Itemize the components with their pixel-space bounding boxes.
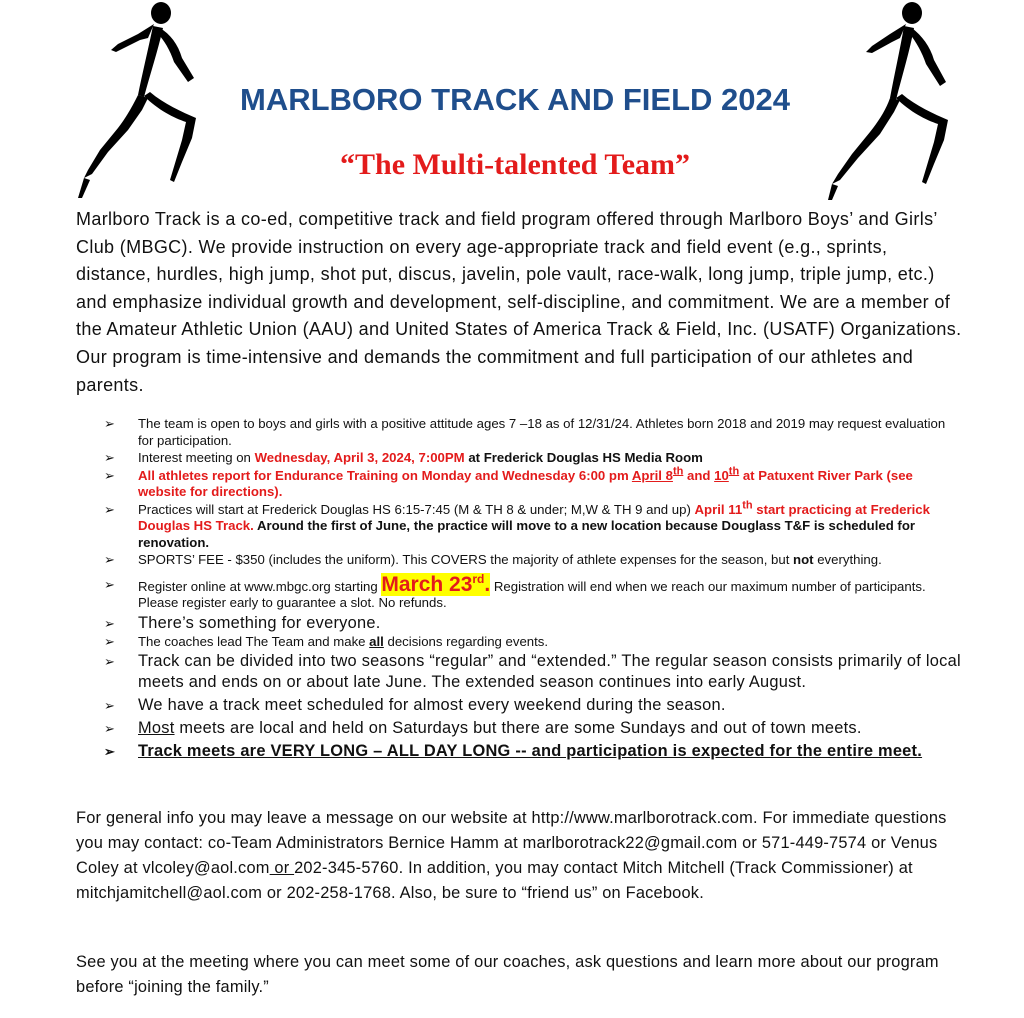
- most-meets-underlined: Most: [138, 719, 175, 737]
- arrow-bullet-icon: ➢: [104, 576, 115, 592]
- list-item: [104, 571, 964, 612]
- arrow-bullet-icon: ➢: [104, 698, 116, 713]
- list-item: [104, 718, 964, 739]
- list-item: [104, 450, 964, 467]
- endurance-date-2-suffix: th: [728, 465, 740, 478]
- contact-text-2: 202-345-5760. In addition, you may contact Mitch Mitchell (Track Commissioner) at mitchjamitchell@aol.com or 202-258-1768. Also, be sure to “friend us” on Facebook.: [76, 859, 913, 902]
- page-subtitle: “The Multi-talented Team”: [340, 148, 690, 181]
- register-date-highlight: [381, 573, 490, 596]
- closing-paragraph: See you at the meeting where you can meet some of our coaches, ask questions and learn more about our program before “joining the family.”: [76, 953, 939, 996]
- arrow-bullet-icon: ➢: [104, 467, 115, 483]
- eligibility-text: The team is open to boys and girls with a positive attitude ages 7 –18 as of 12/31/24. Athletes born 2018 and 2019 may request evaluation for participation.: [138, 416, 946, 448]
- contact-or: or: [269, 859, 295, 877]
- sports-fee-text: SPORTS’ FEE - $350 (includes the uniform). This COVERS the majority of athlete expenses for the season, but: [138, 552, 794, 567]
- endurance-and: and: [683, 467, 715, 483]
- list-item: [104, 695, 964, 716]
- practice-text: Practices will start at Frederick Douglas HS 6:15-7:45 (M & TH 8 & under; M,W & TH 9 and up): [138, 501, 695, 517]
- intro-paragraph: Marlboro Track is a co-ed, competitive track and field program offered through Marlboro Boys’ and Girls’ Club (MBGC). We provide instruction on every age-appropriate track and field event (e.g., sprints, distance, hurdles, high jump, shot put, discus, javelin, pole vault, race-walk, long jump, triple jump, etc.) and emphasize individual growth and development, self-discipline, and commitment. We are a member of the Amateur Athletic Union (AAU) and United States of America Track & Field, Inc. (USATF) Organizations. Our program is time-intensive and demands the commitment and full participation of our athletes and parents.: [76, 209, 962, 395]
- list-item: [104, 552, 964, 569]
- practice-start-date: April 11: [694, 501, 743, 517]
- interest-meeting-date: Wednesday, April 3, 2024, 7:00PM: [254, 450, 465, 465]
- info-bullet-list: [104, 416, 964, 762]
- arrow-bullet-icon: ➢: [104, 633, 115, 649]
- endurance-date-2: 10: [714, 467, 729, 483]
- arrow-bullet-icon: ➢: [104, 450, 115, 465]
- register-date-suffix: rd: [472, 571, 485, 586]
- practice-start-suffix: th: [742, 499, 753, 512]
- list-item: [104, 741, 964, 762]
- coaches-all: all: [369, 633, 384, 649]
- something-for-everyone: There’s something for everyone.: [138, 613, 381, 632]
- arrow-bullet-icon: ➢: [104, 721, 116, 736]
- arrow-bullet-icon: ➢: [104, 416, 115, 431]
- endurance-date-1-suffix: th: [672, 465, 684, 478]
- interest-meeting-label: Interest meeting on: [138, 450, 255, 465]
- list-item: [104, 651, 964, 693]
- interest-meeting-location: at Frederick Douglas HS Media Room: [464, 450, 703, 465]
- contact-paragraph: [76, 806, 966, 906]
- arrow-bullet-icon: ➢: [104, 552, 115, 567]
- register-date: March 23: [381, 572, 473, 596]
- register-text: Register online at www.mbgc.org starting: [138, 578, 382, 594]
- arrow-bullet-icon: ➢: [104, 654, 116, 669]
- page-title: MARLBORO TRACK AND FIELD 2024: [240, 82, 790, 117]
- arrow-bullet-icon: ➢: [104, 744, 116, 759]
- endurance-location: at Patuxent River Park (see website for directions).: [138, 467, 913, 499]
- arrow-bullet-icon: ➢: [104, 501, 115, 517]
- list-item: [104, 634, 964, 651]
- register-date-dot: .: [484, 572, 491, 596]
- local-meets-text: meets are local and held on Saturdays but there are some Sundays and out of town meets.: [174, 719, 862, 737]
- list-item: [104, 499, 964, 552]
- practice-relocation-note: Around the first of June, the practice will move to a new location because Douglass T&F is scheduled for renovation.: [138, 518, 916, 550]
- weekend-meets-text: We have a track meet scheduled for almost every weekend during the season.: [138, 696, 726, 714]
- register-post: Registration will end when we reach our maximum number of participants. Please register early to guarantee a slot. No refunds.: [138, 578, 926, 610]
- list-item: [104, 465, 964, 501]
- list-item: [104, 613, 964, 634]
- arrow-bullet-icon: ➢: [104, 615, 116, 631]
- coaches-text: The coaches lead The Team and make: [138, 633, 370, 649]
- endurance-text: All athletes report for Endurance Training on Monday and Wednesday 6:00 pm: [138, 467, 632, 483]
- sports-fee-not: not: [793, 552, 814, 567]
- sports-fee-post: everything.: [813, 552, 882, 567]
- endurance-date-1: April 8: [631, 467, 673, 483]
- coaches-post: decisions regarding events.: [383, 633, 549, 649]
- contact-text: For general info you may leave a message on our website at http://www.marlborotrack.com. For immediate questions you may contact: co-Team Administrators Bernice Hamm at marlborotrack22@gmail.com or 571-449-7574 or Venus Coley at vlcoley@aol.com: [76, 809, 947, 877]
- practice-start-location: start practicing at Frederick Douglas HS Track.: [138, 501, 930, 533]
- long-meets-warning: Track meets are VERY LONG – ALL DAY LONG -- and participation is expected for the entire meet.: [138, 742, 923, 760]
- list-item: [104, 416, 964, 449]
- seasons-text: Track can be divided into two seasons “regular” and “extended.” The regular season consists primarily of local meets and ends on or about late June. The extended season continues into early August.: [138, 652, 961, 691]
